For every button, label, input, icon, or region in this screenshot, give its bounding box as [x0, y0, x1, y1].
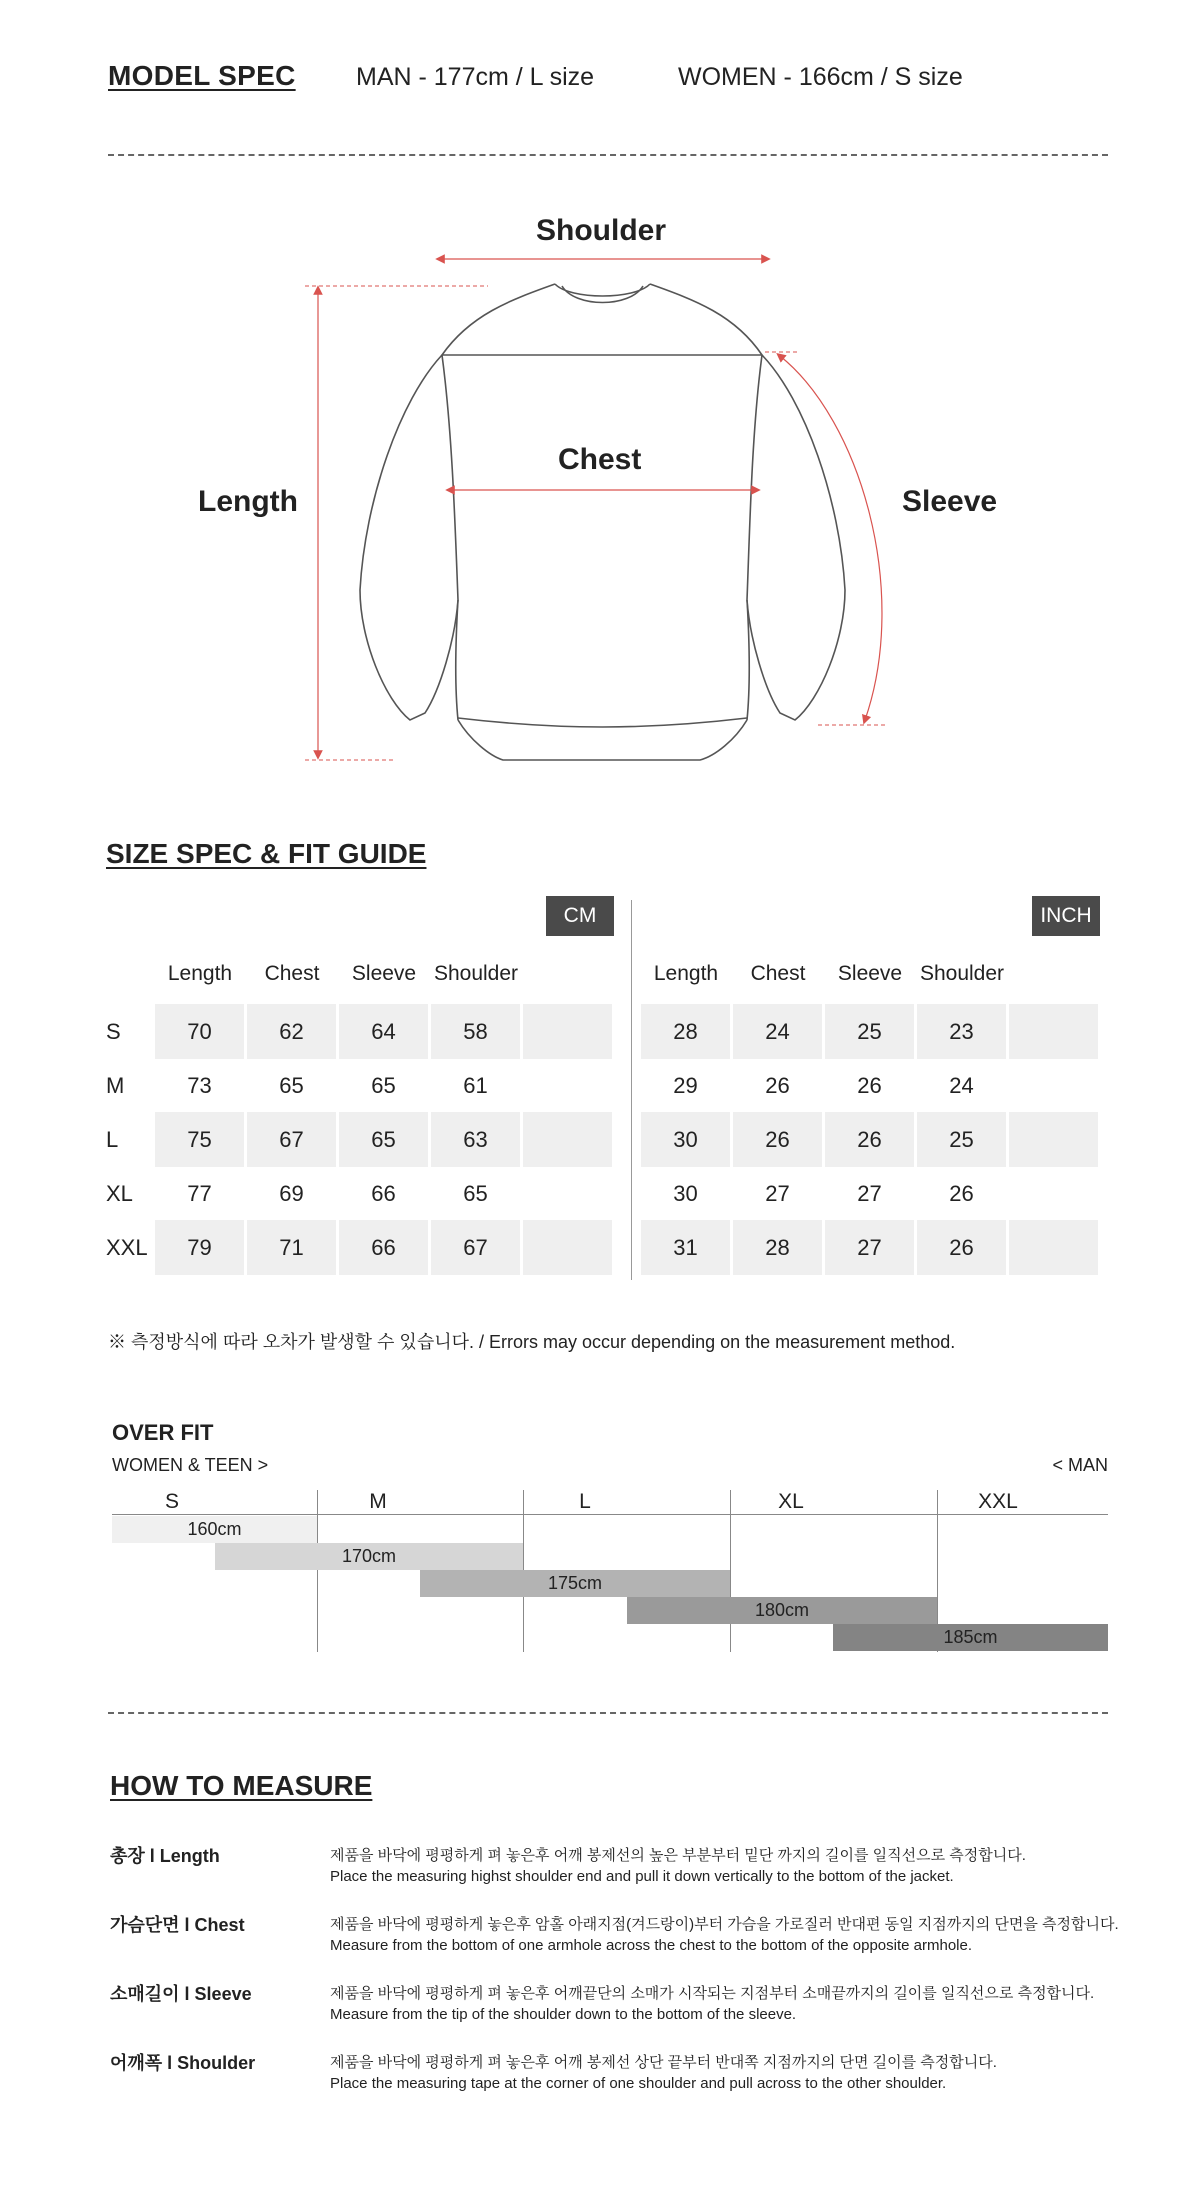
- divider: [108, 154, 1108, 156]
- size-row-label: M: [106, 1073, 125, 1098]
- inch-table-cell: 27: [765, 1180, 790, 1206]
- inch-table-cell: 24: [733, 1004, 822, 1059]
- size-row-label: XXL: [106, 1235, 148, 1260]
- cm-table-cell: 64: [339, 1004, 428, 1059]
- inch-column-header: Length: [653, 962, 719, 985]
- cm-table-cell: [523, 1112, 612, 1167]
- fit-size-label: XXL: [978, 1490, 1018, 1513]
- inch-table-cell: 25: [825, 1004, 914, 1059]
- measure-item-korean: 제품을 바닥에 평평하게 펴 놓은후 어깨 봉제선의 높은 부분부터 밑단 까지의 길이를 일직선으로 측정합니다.: [330, 1847, 1026, 1864]
- cm-table-cell: 58: [431, 1004, 520, 1059]
- model-spec-women: WOMEN - 166cm / S size: [678, 63, 963, 91]
- cm-table-cell: 62: [247, 1004, 336, 1059]
- cm-table-cell: 65: [339, 1112, 428, 1167]
- size-row-label: L: [106, 1127, 119, 1152]
- cm-table-cell: 65: [279, 1072, 304, 1098]
- fit-height-bar: 185cm: [833, 1624, 1108, 1651]
- over-fit-man-label: < MAN: [1052, 1455, 1108, 1475]
- inch-table-cell: 26: [857, 1072, 882, 1098]
- sweatshirt-illustration: [0, 200, 1200, 800]
- fit-size-label: S: [164, 1490, 179, 1513]
- fit-size-label: L: [579, 1490, 591, 1513]
- cm-column-header: Chest: [264, 962, 320, 985]
- inch-table-cell: 28: [733, 1220, 822, 1275]
- cm-table-cell: 67: [431, 1220, 520, 1275]
- inch-table-cell: 27: [857, 1180, 882, 1206]
- measurement-note: ※ 측정방식에 따라 오차가 발생할 수 있습니다. / Errors may occur depending on the measurement method.: [108, 1332, 956, 1352]
- fit-size-label: XL: [778, 1490, 804, 1513]
- inch-table-cell: 30: [673, 1180, 698, 1206]
- cm-table-cell: 61: [463, 1072, 488, 1098]
- inch-column-header: Sleeve: [837, 962, 903, 985]
- cm-table-cell: 65: [463, 1180, 488, 1206]
- cm-table-cell: 71: [247, 1220, 336, 1275]
- cm-table-cell: [523, 1058, 612, 1113]
- inch-table-cell: [1009, 1220, 1098, 1275]
- fit-height-bar: 175cm: [420, 1570, 730, 1597]
- cm-column-header: Length: [167, 962, 233, 985]
- measure-item-korean: 제품을 바닥에 평평하게 펴 놓은후 어깨 봉제선 상단 끝부터 반대쪽 지점까지의 단면 길이를 측정합니다.: [330, 2054, 997, 2071]
- cm-column-header: Sleeve: [351, 962, 417, 985]
- cm-badge: CM: [546, 896, 614, 936]
- cm-column-header: Shoulder: [433, 962, 519, 985]
- measure-item-english: Measure from the tip of the shoulder down to the bottom of the sleeve.: [330, 2006, 797, 2023]
- cm-table-cell: 73: [187, 1072, 212, 1098]
- measure-item-label: 총장 l Length: [110, 1846, 220, 1866]
- shoulder-label: Shoulder: [536, 214, 667, 247]
- size-row-label: S: [106, 1019, 121, 1044]
- cm-table-cell: 66: [371, 1180, 396, 1206]
- inch-table-cell: 26: [765, 1072, 790, 1098]
- measure-item-english: Measure from the bottom of one armhole across the chest to the bottom of the opposite armhole.: [330, 1937, 973, 1954]
- cm-table-cell: 70: [155, 1004, 244, 1059]
- cm-table-cell: 63: [431, 1112, 520, 1167]
- inch-column-header: Chest: [750, 962, 806, 985]
- cm-table-cell: 79: [155, 1220, 244, 1275]
- fit-grid-line: [730, 1490, 731, 1652]
- divider: [108, 1712, 1108, 1714]
- size-spec-title: SIZE SPEC & FIT GUIDE: [106, 838, 427, 869]
- fit-height-bar: 170cm: [215, 1543, 523, 1570]
- cm-table-cell: 69: [279, 1180, 304, 1206]
- measure-item-label: 가슴단면 l Chest: [110, 1915, 245, 1935]
- inch-table-cell: 24: [949, 1072, 974, 1098]
- inch-table-cell: 27: [825, 1220, 914, 1275]
- inch-table-cell: [1009, 1058, 1098, 1113]
- over-fit-title: OVER FIT: [112, 1420, 214, 1445]
- cm-table-cell: [523, 1004, 612, 1059]
- measure-item-label: 소매길이 l Sleeve: [110, 1984, 252, 2004]
- measure-item-english: Place the measuring highst shoulder end and pull it down vertically to the bottom of the jacket.: [330, 1868, 954, 1885]
- inch-table-cell: 25: [917, 1112, 1006, 1167]
- inch-badge: INCH: [1032, 896, 1100, 936]
- model-spec-row: [108, 60, 1108, 100]
- model-spec-man: MAN - 177cm / L size: [356, 63, 595, 91]
- fit-axis-line: [112, 1514, 1108, 1515]
- table-separator: [631, 900, 632, 1280]
- inch-table-cell: 23: [917, 1004, 1006, 1059]
- inch-column-header: Shoulder: [919, 962, 1005, 985]
- sleeve-arrow: [780, 356, 882, 720]
- cm-table-cell: 65: [371, 1072, 396, 1098]
- cm-table-cell: 66: [339, 1220, 428, 1275]
- cm-table-cell: 67: [247, 1112, 336, 1167]
- fit-grid-line: [317, 1490, 318, 1652]
- length-label: Length: [198, 485, 298, 518]
- inch-table-cell: 29: [673, 1072, 698, 1098]
- measure-item-korean: 제품을 바닥에 평평하게 펴 놓은후 어깨끝단의 소매가 시작되는 지점부터 소매끝까지의 길이를 일직선으로 측정합니다.: [330, 1985, 1095, 2002]
- inch-table-cell: [1009, 1004, 1098, 1059]
- over-fit-women-label: WOMEN & TEEN >: [112, 1455, 269, 1475]
- inch-table-cell: [1009, 1112, 1098, 1167]
- fit-size-label: M: [369, 1490, 387, 1513]
- inch-table-cell: 28: [641, 1004, 730, 1059]
- fit-height-bar: 160cm: [112, 1516, 317, 1543]
- how-to-measure-title: HOW TO MEASURE: [110, 1770, 373, 1801]
- sleeve-label: Sleeve: [902, 485, 998, 518]
- chest-label: Chest: [558, 443, 642, 476]
- inch-table-cell: 26: [917, 1220, 1006, 1275]
- sweatshirt-outline: [360, 284, 845, 760]
- cm-table-cell: 77: [187, 1180, 212, 1206]
- inch-table-cell: 31: [641, 1220, 730, 1275]
- measure-item-korean: 제품을 바닥에 평평하게 놓은후 암홀 아래지점(겨드랑이)부터 가슴을 가로질러 반대편 동일 지점까지의 단면을 측정합니다.: [330, 1916, 1119, 1933]
- cm-table-cell: [523, 1220, 612, 1275]
- size-row-label: XL: [106, 1181, 133, 1206]
- inch-table-cell: 30: [641, 1112, 730, 1167]
- cm-table-cell: 75: [155, 1112, 244, 1167]
- measure-item-label: 어깨폭 l Shoulder: [110, 2053, 256, 2073]
- fit-height-bar: 180cm: [627, 1597, 937, 1624]
- model-spec-title: MODEL SPEC: [108, 60, 296, 91]
- measurement-diagram: [0, 200, 1200, 800]
- inch-table-cell: 26: [733, 1112, 822, 1167]
- inch-table-cell: 26: [825, 1112, 914, 1167]
- inch-table-cell: [1009, 1166, 1098, 1221]
- measure-item-english: Place the measuring tape at the corner of one shoulder and pull across to the other shoulder.: [330, 2075, 947, 2092]
- inch-table-cell: 26: [949, 1180, 974, 1206]
- cm-table-cell: [523, 1166, 612, 1221]
